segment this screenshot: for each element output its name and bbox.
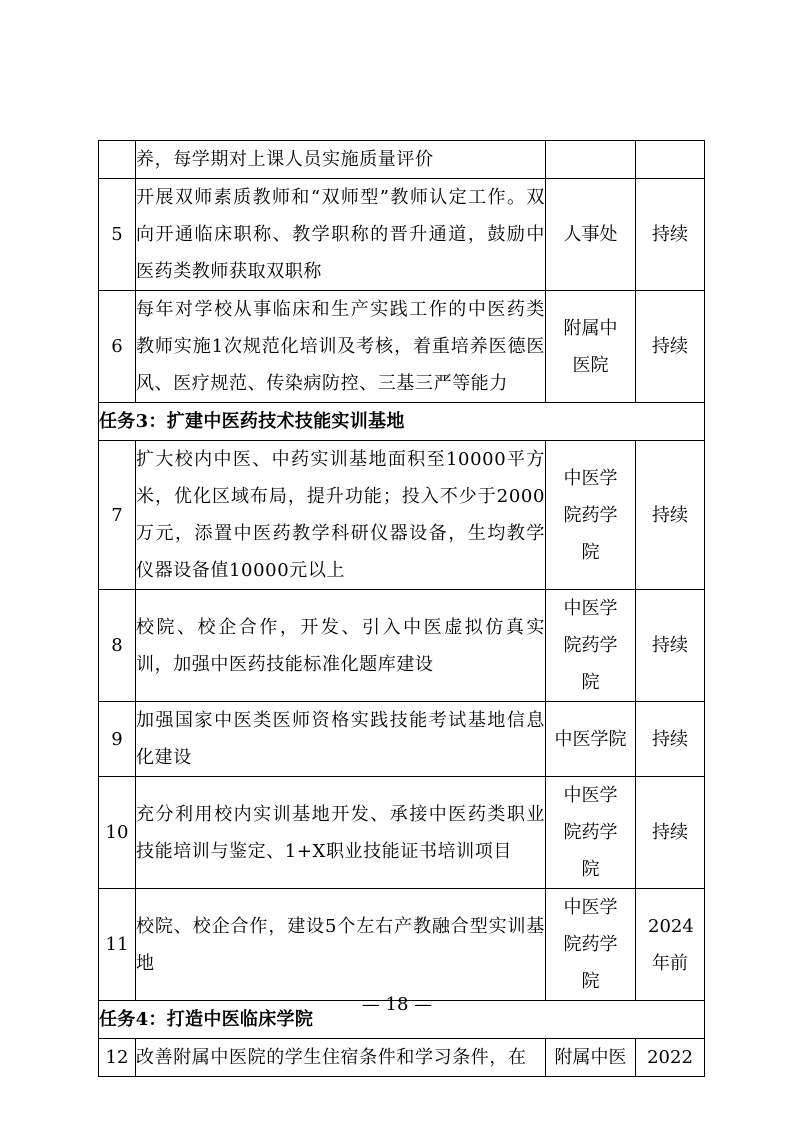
task-description: 校院、校企合作，开发、引入中医虚拟仿真实训，加强中医药技能标准化题库建设 [136,590,546,702]
responsible-unit: 中医学院 [546,702,636,777]
row-number: 5 [99,179,136,291]
table-row [99,777,705,889]
time-frame: 持续 [636,590,705,702]
table-row [99,141,705,179]
row-number: 6 [99,291,136,403]
task-description: 校院、校企合作，建设5个左右产教融合型实训基地 [136,889,546,1001]
task-description: 养，每学期对上课人员实施质量评价 [136,141,546,179]
task-description: 充分利用校内实训基地开发、承接中医药类职业技能培训与鉴定、1+X职业技能证书培训项目 [136,777,546,889]
row-number: 7 [99,441,136,590]
responsible-unit: 中医学院药学院 [546,777,636,889]
time-frame: 持续 [636,179,705,291]
responsible-unit: 中医学院药学院 [546,590,636,702]
task-description: 扩大校内中医、中药实训基地面积至10000平方米，优化区域布局，提升功能；投入不少于2000万元，添置中医药教学科研仪器设备，生均教学仪器设备值10000元以上 [136,441,546,590]
table-row [99,889,705,1001]
responsible-unit [546,141,636,179]
time-frame: 2022 [636,1039,705,1077]
table-row [99,702,705,777]
section-heading: 任务3：扩建中医药技术技能实训基地 [99,403,705,441]
task-description: 改善附属中医院的学生住宿条件和学习条件，在 [136,1039,546,1077]
responsible-unit: 中医学院药学院 [546,441,636,590]
section-heading: 任务4：打造中医临床学院 [99,1001,705,1039]
responsible-unit: 附属中医院 [546,291,636,403]
time-frame: 持续 [636,291,705,403]
row-number: 11 [99,889,136,1001]
time-frame: 持续 [636,777,705,889]
table-row [99,179,705,291]
section-row [99,403,705,441]
time-frame: 持续 [636,441,705,590]
time-frame: 持续 [636,702,705,777]
responsible-unit: 中医学院药学院 [546,889,636,1001]
time-frame [636,141,705,179]
plan-table [98,140,705,1077]
table-row [99,590,705,702]
row-number: 9 [99,702,136,777]
responsible-unit: 附属中医 [546,1039,636,1077]
task-description: 每年对学校从事临床和生产实践工作的中医药类教师实施1次规范化培训及考核，着重培养医德医风、医疗规范、传染病防控、三基三严等能力 [136,291,546,403]
row-number: 8 [99,590,136,702]
responsible-unit: 人事处 [546,179,636,291]
task-description: 开展双师素质教师和“双师型”教师认定工作。双向开通临床职称、教学职称的晋升通道，鼓励中医药类教师获取双职称 [136,179,546,291]
table-row [99,291,705,403]
row-number: 10 [99,777,136,889]
time-frame: 2024年前 [636,889,705,1001]
table-row [99,1039,705,1077]
table-row [99,441,705,590]
page-number: — 18 — [361,994,433,1015]
row-number [99,141,136,179]
row-number: 12 [99,1039,136,1077]
task-description: 加强国家中医类医师资格实践技能考试基地信息化建设 [136,702,546,777]
